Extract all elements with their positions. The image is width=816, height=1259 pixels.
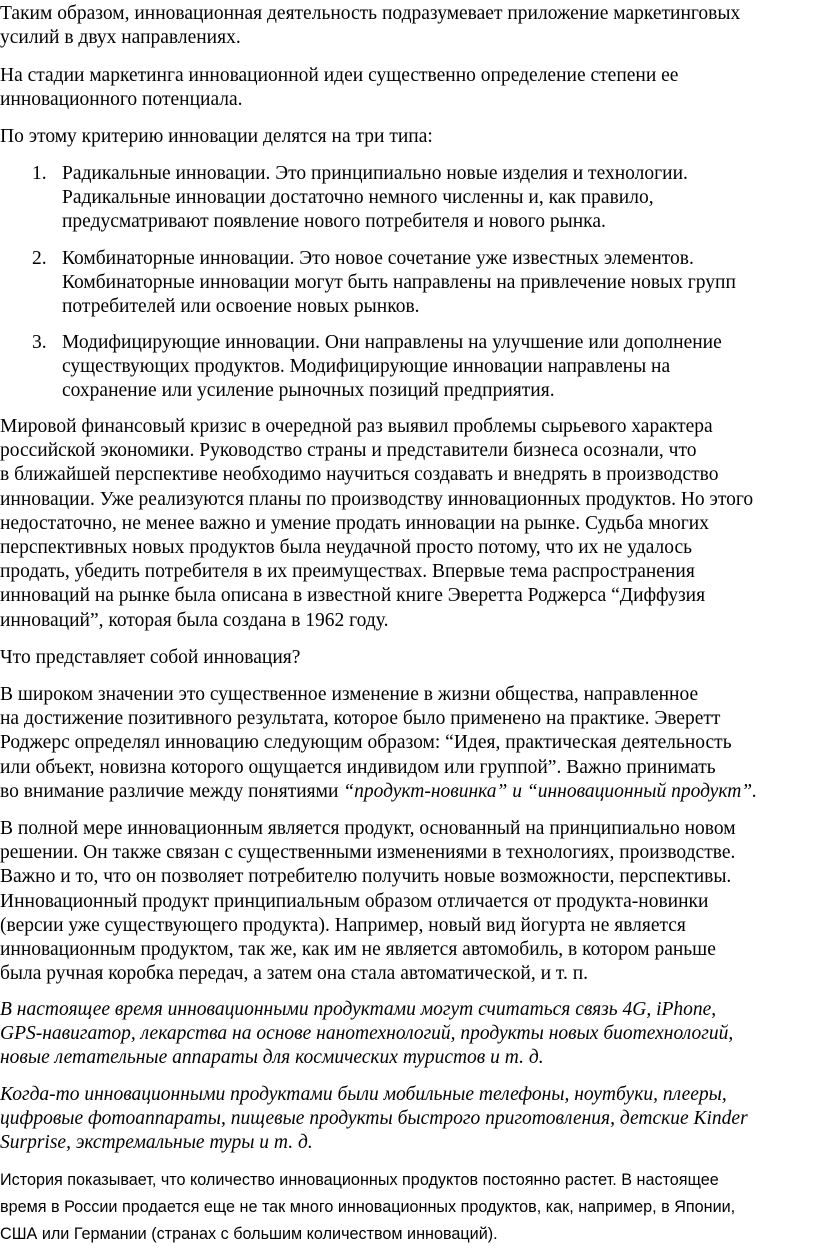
text-line: В настоящее время инновационными продуктами могут считаться связь 4G, iPhone, [0,999,717,1020]
list-number: 1. [32,163,47,184]
text-line: Что представляет собой инновация? [0,647,301,668]
text-line: В широком значении это существенное изменение в жизни общества, направленное [0,684,699,705]
text-line: Когда-то инновационными продуктами были мобильные телефоны, ноутбуки, плееры, [0,1084,727,1105]
list-number: 3. [32,332,47,353]
term-product-novelty: “продукт-новинка” [343,780,508,802]
text-line: инновации. Уже реализуются планы по производству инновационных продуктов. Но этого [0,488,754,510]
text-line: на достижение позитивного результата, которое было применено на практике. Эверетт [0,708,721,730]
text-line [0,780,814,804]
paragraph-past-examples [0,1083,814,1156]
text-line: российской экономики. Руководство страны и представители бизнеса осознали, что [0,440,697,462]
text-line: существующих продуктов. Модифицирующие инновации направлены на [62,356,671,378]
text-line: решении. Он также связан с существенными изменениями в технологиях, производстве. [0,842,736,864]
text-line: инноваций”, которая была создана в 1962 году. [0,609,389,631]
text-line: инновационного потенциала. [0,89,243,111]
paragraph-question [0,646,814,670]
term-innovative-product: “инновационный продукт”. [526,780,757,802]
text-run: и [507,780,527,802]
text-line: Инновационный продукт принципиальным образом отличается от продукта-новинки [0,890,709,912]
text-line: Радикальные инновации достаточно немного численны и, как правило, [62,187,654,209]
text-line: новые летательные аппараты для космических туристов и т. д. [0,1047,544,1069]
text-line: инновационным продуктом, так же, как им не является автомобиль, в котором раньше [0,939,716,961]
text-line: в ближайшей перспективе необходимо научиться создавать и внедрять в производство [0,464,719,486]
text-line: цифровые фотоаппараты, пищевые продукты быстрого приготовления, детские Kinder [0,1108,748,1130]
text-line: Surprise, экстремальные туры и т. д. [0,1132,313,1154]
text-line: Модифицирующие инновации. Они направлены на улучшение или дополнение [62,332,722,353]
text-line: продать, убедить потребителя в их преимуществах. Впервые тема распространения [0,561,695,583]
text-line: инноваций на рынке была описана в известной книге Эверетта Роджерса “Диффузия [0,585,706,607]
list-number: 2. [32,248,47,269]
paragraph-current-examples [0,998,814,1071]
text-line: Комбинаторные инновации. Это новое сочетание уже известных элементов. [62,248,694,269]
text-line: предусматривают появление нового потребителя и нового рынка. [62,211,606,233]
paragraph-history [0,1167,814,1248]
text-line: была ручная коробка передач, а затем она стала автоматической, и т. п. [0,963,588,985]
paragraph-intro [0,2,814,50]
text-line: время в России продается еще не так много инновационных продуктов, как, например, в Японии, [0,1198,736,1216]
text-line: По этому критерию инновации делятся на три типа: [0,126,433,147]
text-line: Важно и то, что он позволяет потребителю получить новые возможности, перспективы. [0,866,732,888]
text-run: во внимание различие между понятиями [0,780,344,802]
paragraph-marketing-stage [0,64,814,112]
text-line: (версии уже существующего продукта). Например, новый вид йогурта не является [0,914,686,936]
text-line: сохранение или усиление рыночных позиций предприятия. [62,380,555,402]
text-line: недостаточно, не менее важно и умение продать инновации на рынке. Судьба многих [0,512,709,534]
text-line: Комбинаторные инновации могут быть направлены на привлечение новых групп [62,272,736,294]
paragraph-criterion [0,125,814,149]
text-line: потребителей или освоение новых рынков. [62,296,420,318]
text-line: или объект, новизна которого ощущается индивидом или группой”. Важно принимать [0,756,716,778]
text-line: На стадии маркетинга инновационной идеи существенно определение степени ее [0,65,679,86]
text-line: усилий в двух направлениях. [0,27,241,49]
text-line: Радикальные инновации. Это принципиально новые изделия и технологии. [62,163,688,184]
text-line: История показывает, что количество инновационных продуктов постоянно растет. В настоящее [0,1171,719,1189]
paragraph-definition [0,683,814,804]
text-line: Таким образом, инновационная деятельность подразумевает приложение маркетинговых [0,3,741,24]
text-line: Мировой финансовый кризис в очередной раз выявил проблемы сырьевого характера [0,416,713,437]
text-line: США или Германии (странах с большим количеством инноваций). [0,1225,498,1243]
text-line: перспективных новых продуктов была неудачной просто потому, что их не удалось [0,537,693,559]
paragraph-financial-crisis [0,415,814,633]
text-line: В полной мере инновационным является продукт, основанный на принципиально новом [0,818,736,839]
paragraph-innovative-product [0,817,814,986]
text-line: GPS-навигатор, лекарства на основе нанотехнологий, продукты новых биотехнологий, [0,1023,734,1045]
text-line: Роджерс определял инновацию следующим образом: “Идея, практическая деятельность [0,732,732,754]
